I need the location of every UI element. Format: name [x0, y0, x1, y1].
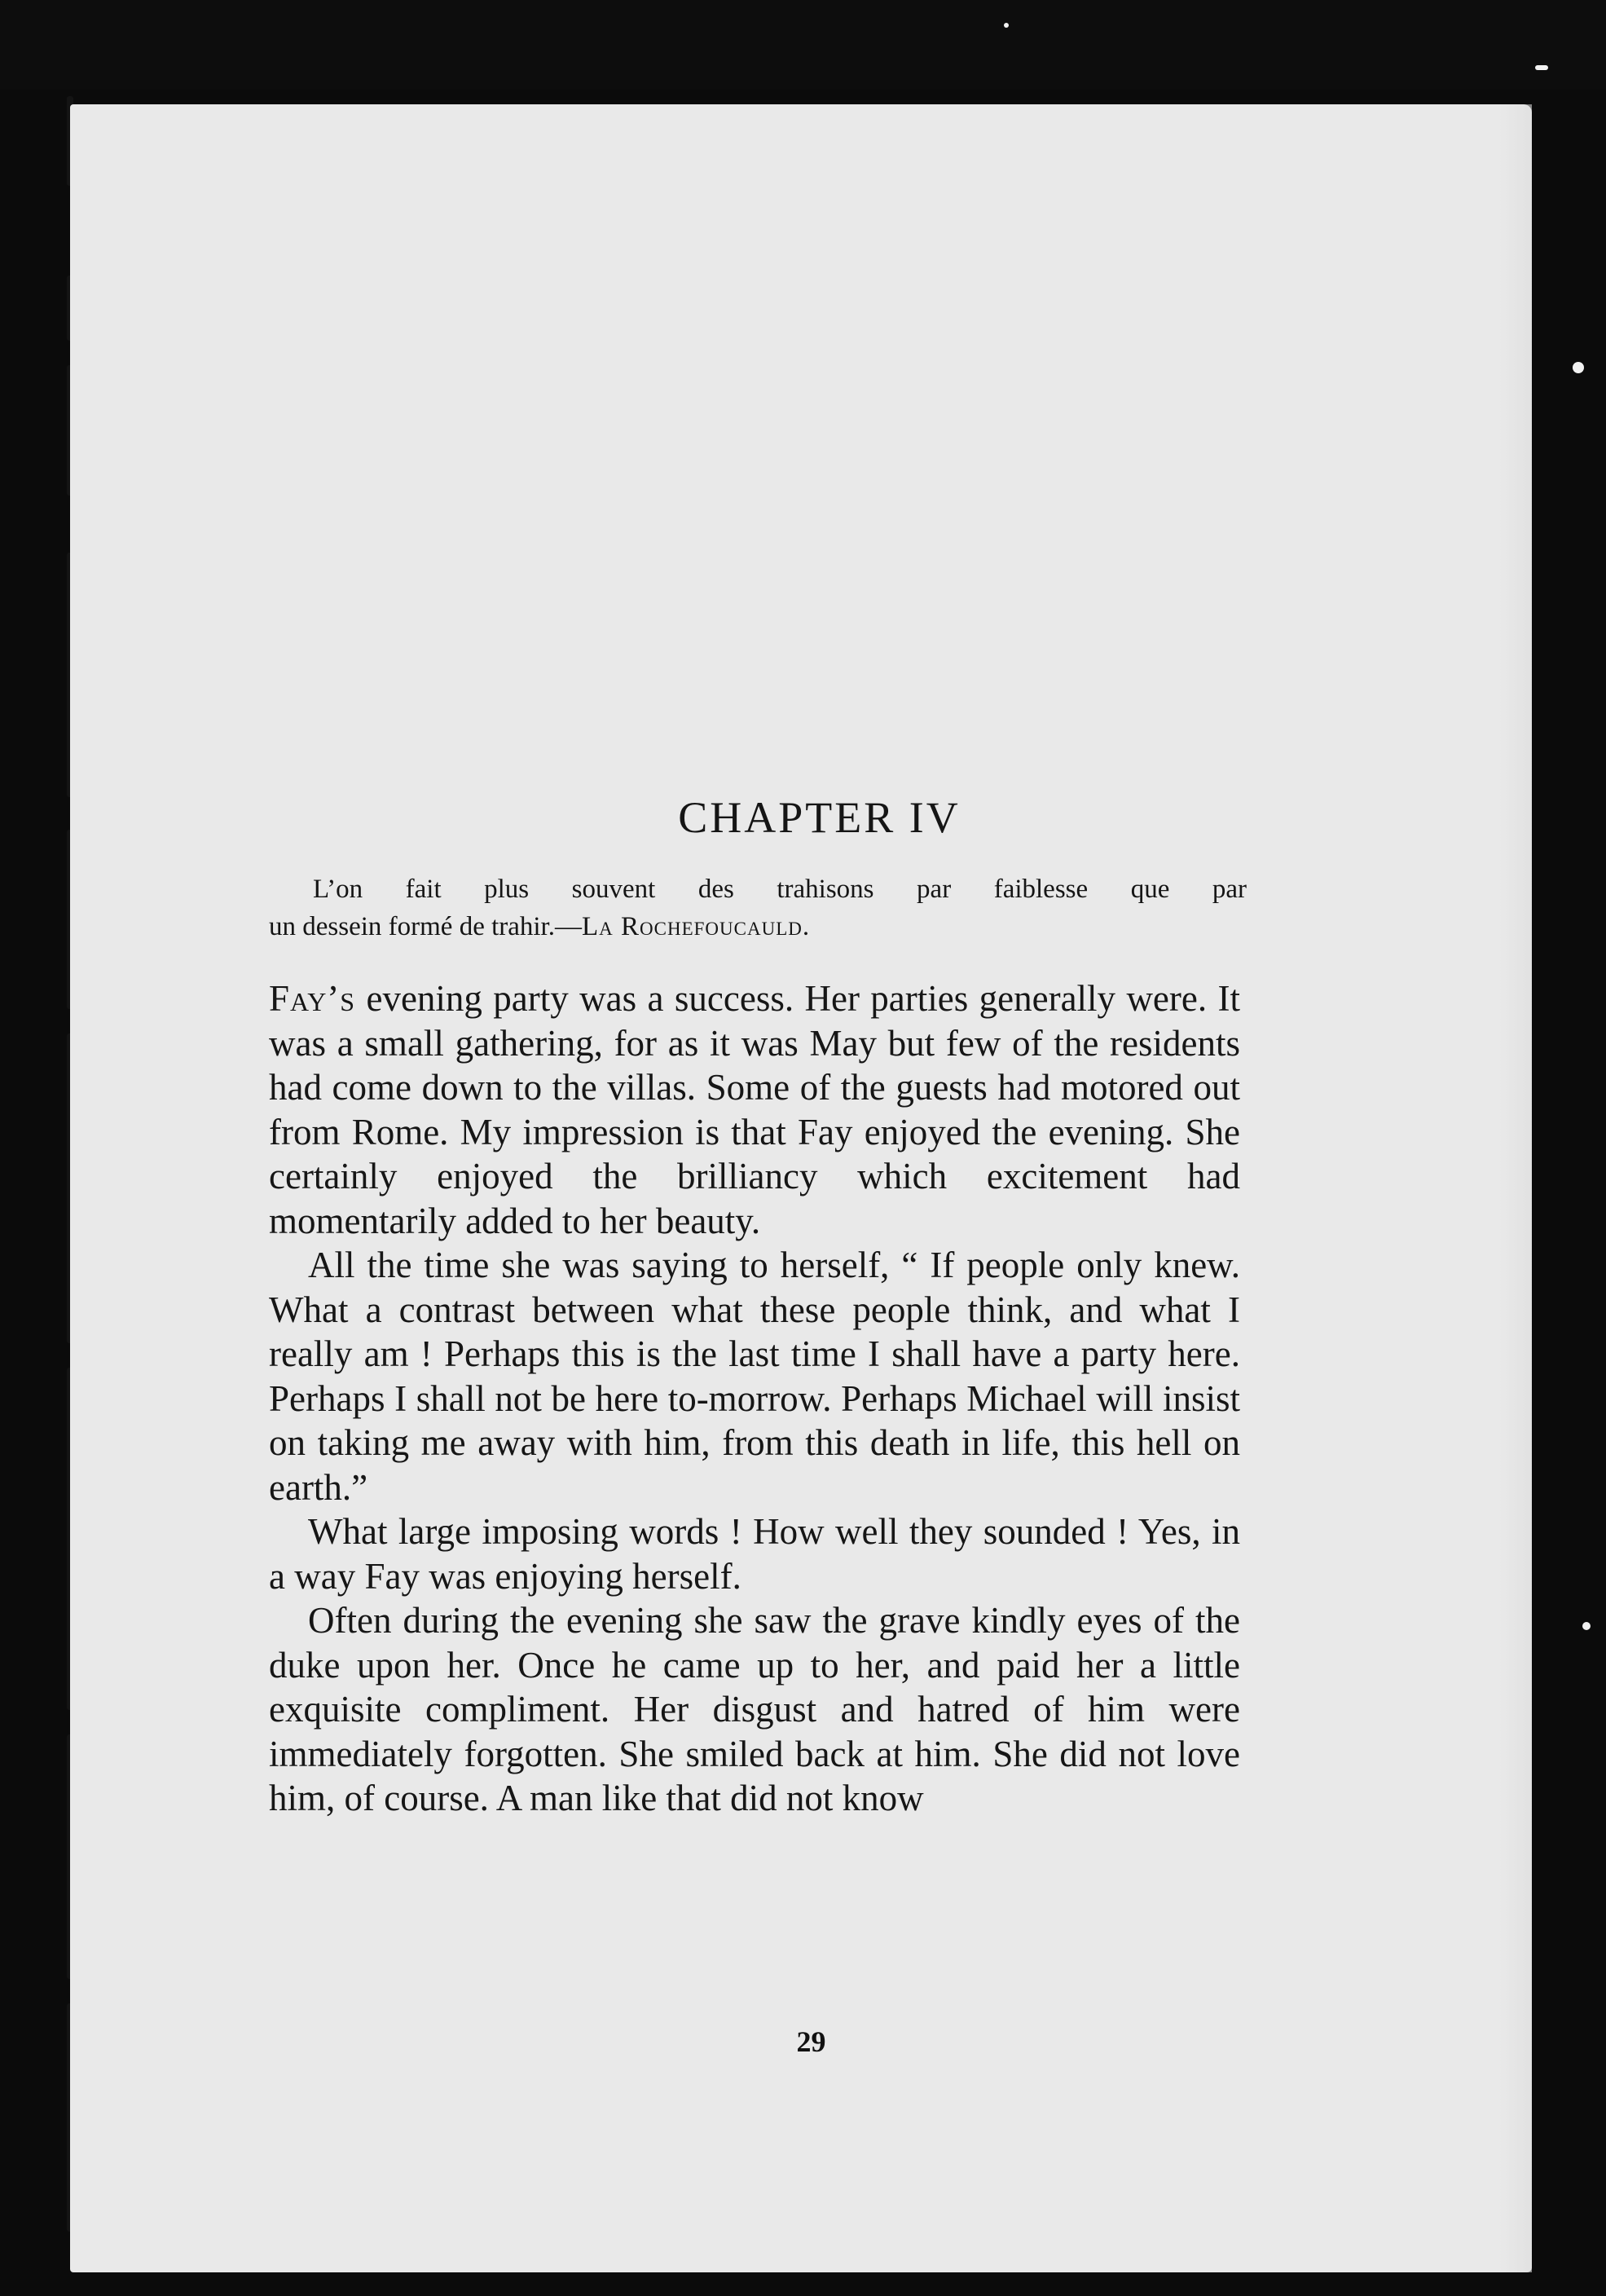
paragraph-1 [269, 976, 1240, 1243]
scan-artifact [0, 0, 1606, 90]
chapter-body [269, 976, 1240, 1821]
epigraph [269, 870, 1247, 945]
scan-speck [1582, 1622, 1591, 1630]
paragraph-3: What large imposing words ! How well they sounded ! Yes, in a way Fay was enjoying herself. [269, 1511, 1240, 1597]
chapter-heading: CHAPTER IV [678, 793, 961, 842]
paragraph-4: Often during the evening she saw the grave kindly eyes of the duke upon her. Once he came up to her, and paid her a little exquisite compliment. Her disgust and hatred of him were immediately forgotten. She smiled back at him. She did not love him, of course. A man like that did not know [269, 1600, 1240, 1818]
scan-speck [1004, 23, 1009, 28]
scan-speck [1573, 362, 1584, 373]
epigraph-attribution: La Rochefoucauld. [581, 912, 811, 941]
scan-speck [1535, 65, 1548, 70]
paragraph-1-lead-word: Fay’s [269, 978, 356, 1019]
epigraph-line-1: L’on fait plus souvent des trahisons par faiblesse que par [313, 875, 1247, 904]
epigraph-quote-end: un dessein formé de trahir.— [269, 912, 582, 941]
paragraph-1-text: evening party was a success. Her parties generally were. It was a small gathering, for as it was May but few of the residents had come down to the villas. Some of the guests had motored out from Rome. My impression is that Fay enjoyed the evening. She certainly enjoyed the brilliancy which excitement had momentarily added to her beauty. [269, 978, 1240, 1241]
page-number: 29 [796, 2025, 826, 2058]
paragraph-2: All the time she was saying to herself, “ If people only knew. What a contrast between what these people think, and what I really am ! Perhaps this is the last time I shall have a party here. Perhaps I shall not be here to-morrow. Perhaps Michael will insist on taking me away with him, from this death in life, this hell on earth.” [269, 1245, 1240, 1508]
epigraph-line-2 [269, 908, 1247, 945]
